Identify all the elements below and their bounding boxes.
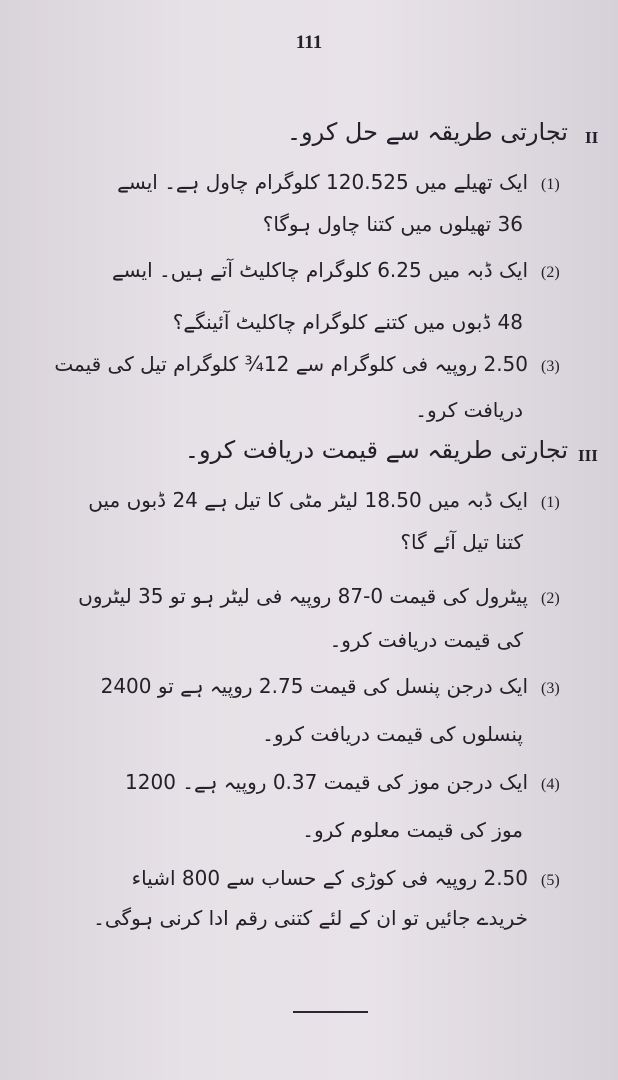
item-line: ایک تھیلے میں 120.525 کلوگرام چاول ہے۔ ایسے xyxy=(117,170,528,194)
item-number: (2) xyxy=(541,590,560,607)
item-number: (3) xyxy=(541,680,560,697)
item-line: 2.50 روپیہ فی کوڑی کے حساب سے 800 اشیاء xyxy=(131,866,528,890)
item-number: (1) xyxy=(541,494,560,511)
item-line: ایک درجن پنسل کی قیمت 2.75 روپیہ ہے تو 2400 xyxy=(100,674,528,698)
item-line: کی قیمت دریافت کرو۔ xyxy=(329,628,523,652)
item-number: (2) xyxy=(541,264,560,281)
item-line: پنسلوں کی قیمت دریافت کرو۔ xyxy=(262,722,523,746)
item-line: ایک ڈبہ میں 6.25 کلوگرام چاکلیٹ آتے ہیں۔ ایسے xyxy=(111,258,528,282)
item-line: موز کی قیمت معلوم کرو۔ xyxy=(302,818,523,842)
item-line: 2.50 روپیہ فی کلوگرام سے 12¾ کلوگرام تیل کی قیمت xyxy=(54,352,528,376)
item-number: (5) xyxy=(541,872,560,889)
item-line: خریدے جائیں تو ان کے لئے کتنی رقم ادا کرنی ہوگی۔ xyxy=(93,906,528,930)
item-number: (3) xyxy=(541,358,560,375)
item-line: کتنا تیل آئے گا؟ xyxy=(400,530,523,554)
item-line: پیٹرول کی قیمت 0-87 روپیہ فی لیٹر ہو تو 35 لیٹروں xyxy=(78,584,528,608)
item-number: (1) xyxy=(541,176,560,193)
page-number: 111 xyxy=(295,32,323,53)
item-line: ایک درجن موز کی قیمت 0.37 روپیہ ہے۔ 1200 xyxy=(125,770,528,794)
item-line: 36 تھیلوں میں کتنا چاول ہوگا؟ xyxy=(262,212,523,236)
item-line: ایک ڈبہ میں 18.50 لیٹر مٹی کا تیل ہے 24 ڈبوں میں xyxy=(88,488,528,512)
section-number: III xyxy=(578,446,598,465)
item-number: (4) xyxy=(541,776,560,793)
item-line: 48 ڈبوں میں کتنے کلوگرام چاکلیٹ آئینگے؟ xyxy=(172,310,523,334)
section-number: II xyxy=(585,128,599,147)
section-title: تجارتی طریقہ سے قیمت دریافت کرو۔ xyxy=(184,436,568,464)
item-line: دریافت کرو۔ xyxy=(415,398,523,422)
section-title: تجارتی طریقہ سے حل کرو۔ xyxy=(286,118,568,146)
footer-rule xyxy=(293,1011,368,1013)
